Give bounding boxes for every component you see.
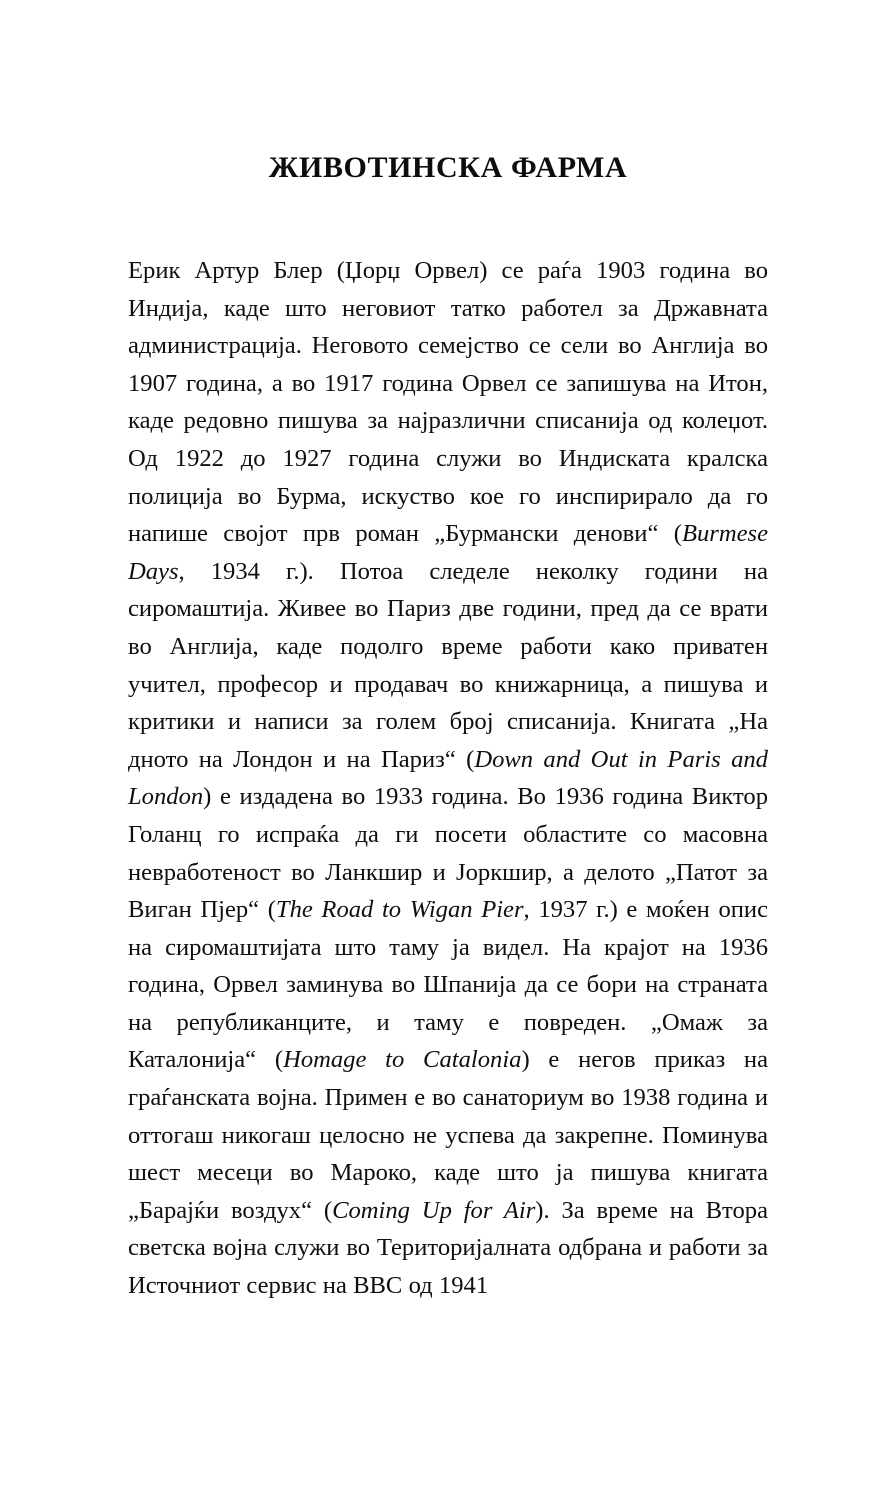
book-title-italic: Coming Up for Air [332,1196,536,1224]
book-title-italic: Burmese Days [128,520,768,585]
book-title-italic: Homage to Catalonia [283,1046,522,1074]
body-text-block [128,252,768,1305]
book-title-italic: The Road to Wigan Pier [275,896,524,924]
book-title-italic: Down and Out in Paris and London [128,745,768,811]
page-title: ЖИВОТИНСКА ФАРМА [268,151,628,185]
biography-paragraph: Ерик Артур Блер (Џорџ Орвел) се раѓа 1903 година во Индија, каде што неговиот татко работел за Државната администрација. Неговото семејство се сели во Англија во 1907 година, а во 1917 година Орвел се запишува на Итон, каде редовно пишува за најразлични списанија од колеџот. Од 1922 до 1927 година служи во Индиската кралска полиција во Бурма, искуство кое го инспирирало да го напише својот прв роман „Бурмански денови“ (Burmese Days, 1934 г.). Потоа следеле неколку години на сиромаштија. Живее во Париз две години, пред да се врати во Англија, каде подолго време работи како приватен учител, професор и продавач во книжарница, а пишува и критики и написи за голем број списанија. Книгата „На дното на Лондон и на Париз“ (Down and Out in Paris and London) е издадена во 1933 година. Во 1936 година Виктор Голанц го испраќа да ги посети областите со масовна невработеност во Ланкшир и Јоркшир, а делото „Патот за Виган Пјер“ (The Road to Wigan Pier, 1937 г.) е моќен опис на сиромаштијата што таму ја видел. На крајот на 1936 година, Орвел заминува во Шпанија да се бори на страната на републиканците, и таму е повреден. „Омаж за Каталонија“ (Homage to Catalonia) е негов приказ на граѓанската војна. Примен е во санаториум во 1938 година и оттогаш никогаш целосно не успева да закрепне. Поминува шест месеци во Мароко, каде што ја пишува книгата „Барајќи воздух“ (Coming Up for Air). За време на Втора светска војна служи во Територијалната одбрана и работи за Источниот сервис на BBC од 1941 [128,257,769,1300]
